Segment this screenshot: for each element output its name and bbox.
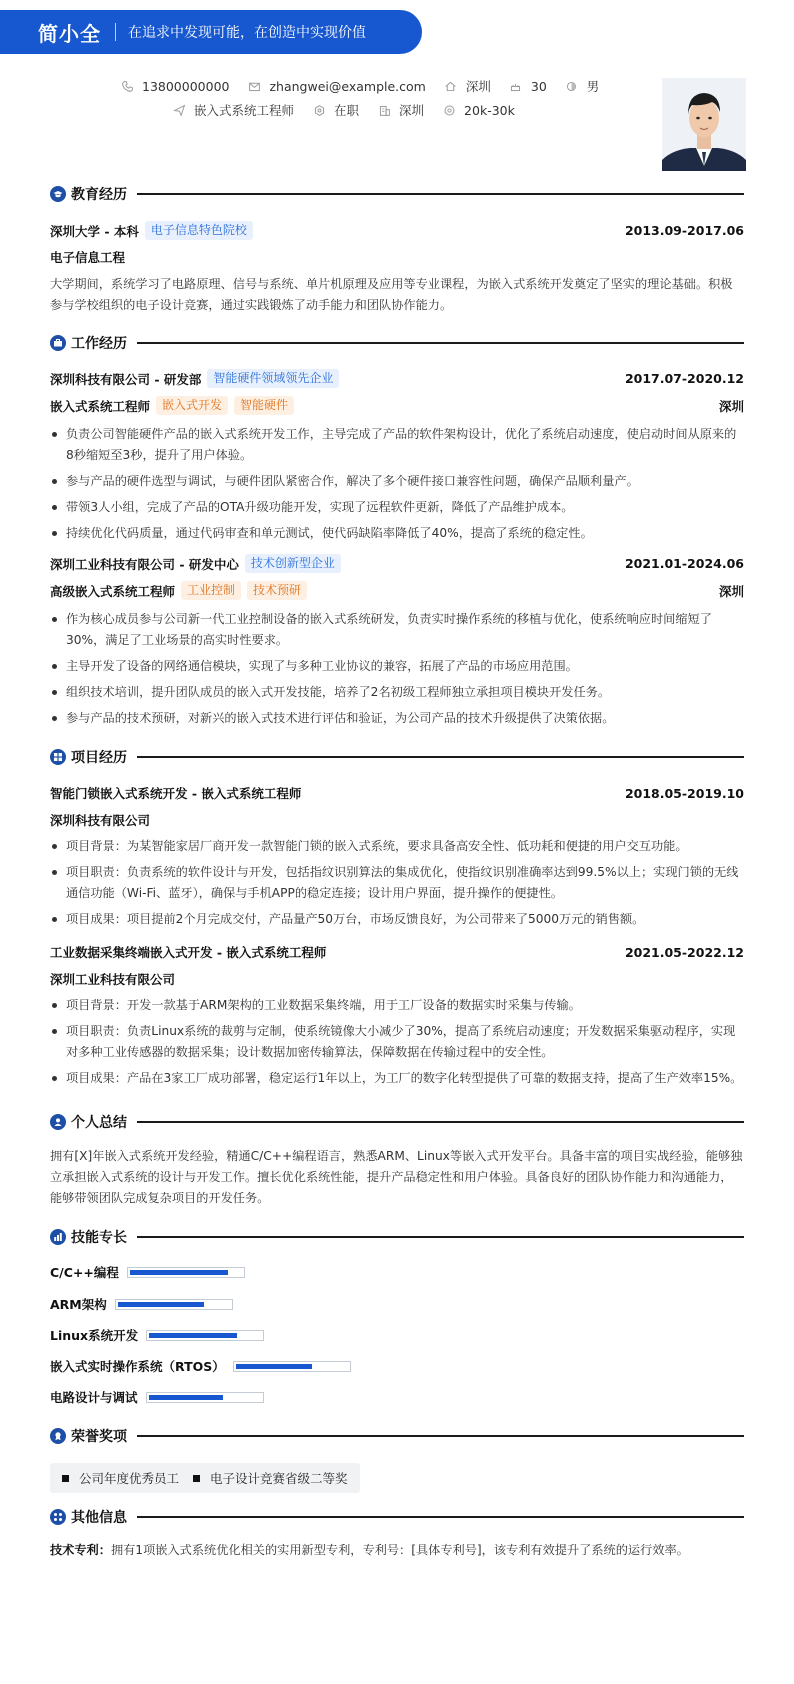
list-item: 主导开发了设备的网络通信模块，实现了与多种工业协议的兼容，拓展了产品的市场应用范围。 [50, 656, 744, 677]
section-divider [137, 756, 744, 758]
skill-name: ARM架构 [50, 1297, 107, 1312]
skill-item [50, 1263, 245, 1281]
list-item: 参与产品的技术预研，对新兴的嵌入式技术进行评估和验证，为公司产品的技术升级提供了决策依据。 [50, 708, 744, 729]
skill-name: 电路设计与调试 [50, 1390, 138, 1405]
age [509, 79, 547, 94]
school-tag: 电子信息特色院校 [145, 221, 253, 240]
education-row [50, 221, 744, 240]
summary-text: 拥有[X]年嵌入式系统开发经验，精通C/C++编程语言，熟悉ARM、Linux等嵌入式开发平台。具备丰富的项目实战经验，能够独立承担嵌入式系统的设计与开发工作。擅长优化系统性能，提升产品稳定性和用户体验。具备良好的团队协作能力和沟通能力，能够带领团队完成复杂项目的开发任务。 [50, 1149, 743, 1205]
user-icon [50, 1114, 66, 1130]
age-value: 30 [530, 78, 547, 94]
skills-section-header [50, 1227, 744, 1247]
project-company-row [50, 811, 744, 829]
role-tag: 嵌入式开发 [156, 396, 228, 415]
status-value: 在职 [334, 103, 360, 118]
grid-icon [50, 749, 66, 765]
salary [442, 103, 515, 118]
honor-item [181, 1463, 360, 1493]
building-icon [377, 103, 391, 117]
section-divider [137, 1516, 744, 1518]
project-company: 深圳工业科技有限公司 [50, 972, 176, 987]
summary-section-header [50, 1112, 744, 1132]
education-title: 教育经历 [71, 187, 127, 203]
skill-item [50, 1295, 233, 1313]
section-divider [137, 1121, 744, 1123]
project-title-row [50, 784, 744, 802]
skill-bar-fill [118, 1302, 204, 1307]
project-title-row [50, 943, 744, 961]
other-section-header [50, 1507, 744, 1527]
other-text: 拥有1项嵌入式系统优化相关的实用新型专利，专利号：[具体专利号]，该专利有效提升了系统的运行效率。 [110, 1543, 689, 1557]
projects-section-header [50, 747, 744, 767]
cake-icon [509, 79, 523, 93]
company-name: 深圳工业科技有限公司 - 研发中心 [50, 556, 239, 572]
list-item: 项目背景：开发一款基于ARM架构的工业数据采集终端，用于工厂设备的数据实时采集与传输。 [50, 995, 744, 1016]
work-city: 深圳 [718, 398, 744, 414]
project-title: 智能门锁嵌入式系统开发 - 嵌入式系统工程师 [50, 786, 302, 801]
project-bullets [50, 995, 744, 1094]
education-date: 2013.09-2017.06 [624, 223, 744, 238]
honor-text: 电子设计竞赛省级二等奖 [210, 1471, 348, 1486]
job-value: 嵌入式系统工程师 [194, 103, 295, 118]
school-name: 深圳大学 - 本科 [50, 223, 139, 239]
work-section-header [50, 333, 744, 353]
gender-value: 男 [586, 79, 600, 94]
work-city: 深圳 [718, 583, 744, 599]
work-date: 2017.07-2020.12 [624, 371, 744, 386]
work-company-row [50, 369, 744, 388]
project-company-row [50, 970, 744, 988]
info-icon [50, 1509, 66, 1525]
contact-row-1 [120, 77, 617, 95]
other-label: 技术专利： [50, 1543, 111, 1557]
coin-icon [442, 103, 456, 117]
contact-row-2 [172, 101, 533, 119]
section-divider [137, 193, 744, 195]
work-bullets [50, 424, 744, 549]
phone-icon [120, 79, 134, 93]
skill-bar [146, 1330, 264, 1341]
candidate-name: 简小全 [38, 21, 101, 46]
skill-bar [115, 1299, 233, 1310]
work-date: 2021.01-2024.06 [624, 556, 744, 571]
list-item: 项目背景：为某智能家居厂商开发一款智能门锁的嵌入式系统，要求具备高安全性、低功耗和便捷的用户交互功能。 [50, 836, 744, 857]
education-section-header [50, 184, 744, 204]
skill-bar-fill [149, 1395, 224, 1400]
motto: 在追求中发现可能，在创造中实现价值 [128, 25, 366, 41]
role-title: 嵌入式系统工程师 [50, 398, 151, 414]
phone [120, 79, 229, 94]
other-title: 其他信息 [71, 1510, 127, 1526]
education-description: 大学期间，系统学习了电路原理、信号与系统、单片机原理及应用等专业课程，为嵌入式系统开发奠定了坚实的理论基础。积极参与学校组织的电子设计竞赛，通过实践锻炼了动手能力和团队协作能力。 [50, 277, 733, 312]
phone-value: 13800000000 [142, 78, 230, 94]
project-title: 工业数据采集终端嵌入式开发 - 嵌入式系统工程师 [50, 945, 327, 960]
project-bullets [50, 836, 744, 935]
skill-name: Linux系统开发 [50, 1328, 139, 1343]
role-tag: 技术预研 [247, 581, 307, 600]
project-date: 2021.05-2022.12 [624, 944, 744, 960]
status-icon [312, 103, 326, 117]
location-value: 深圳 [465, 79, 491, 94]
gender-icon [565, 79, 579, 93]
section-divider [137, 1236, 744, 1238]
list-item: 作为核心成员参与公司新一代工业控制设备的嵌入式系统研发，负责实时操作系统的移植与优化，使系统响应时间缩短了30%，满足了工业场景的高实时性要求。 [50, 609, 744, 651]
location [444, 77, 491, 95]
briefcase-icon [50, 335, 66, 351]
list-item: 参与产品的硬件选型与调试，与硬件团队紧密合作，解决了多个硬件接口兼容性问题，确保产品顺利量产。 [50, 471, 744, 492]
major-row [50, 248, 744, 266]
send-icon [172, 103, 186, 117]
skills-title: 技能专长 [71, 1230, 127, 1246]
bullet-square-icon [62, 1475, 69, 1482]
work-role-row [50, 396, 744, 415]
skill-bar [233, 1361, 351, 1372]
project-company: 深圳科技有限公司 [50, 813, 151, 828]
major: 电子信息工程 [50, 250, 126, 265]
list-item: 负责公司智能硬件产品的嵌入式系统开发工作，主导完成了产品的软件架构设计，优化了系统启动速度，使启动时间从原来的8秒缩短至3秒，提升了用户体验。 [50, 424, 744, 466]
list-item: 组织技术培训，提升团队成员的嵌入式开发技能，培养了2名初级工程师独立承担项目模块开发任务。 [50, 682, 744, 703]
list-item: 带领3人小组，完成了产品的OTA升级功能开发，实现了远程软件更新，降低了产品维护成本。 [50, 497, 744, 518]
role-tag: 工业控制 [181, 581, 241, 600]
list-item: 持续优化代码质量，通过代码审查和单元测试，使代码缺陷率降低了40%，提高了系统的稳定性。 [50, 523, 744, 544]
role-tag: 智能硬件 [234, 396, 294, 415]
list-item: 项目职责：负责Linux系统的裁剪与定制，使系统镜像大小减少了30%，提高了系统启动速度；开发数据采集驱动程序，实现对多种工业传感器的数据采集；设计数据加密传输算法，保障数据在传输过程中的安全性。 [50, 1021, 744, 1063]
role-title: 高级嵌入式系统工程师 [50, 583, 176, 599]
email [247, 79, 425, 94]
award-icon [50, 1428, 66, 1444]
company-tag: 技术创新型企业 [245, 554, 341, 573]
skill-bar [146, 1392, 264, 1403]
section-divider [137, 342, 744, 344]
work-bullets [50, 609, 744, 734]
project-date: 2018.05-2019.10 [624, 785, 744, 801]
bar-chart-icon [50, 1229, 66, 1245]
skill-name: C/C++编程 [50, 1265, 119, 1280]
work-role-row [50, 581, 744, 600]
bullet-square-icon [193, 1475, 200, 1482]
status [312, 101, 359, 119]
home-icon [444, 79, 458, 93]
mail-icon [247, 79, 261, 93]
skill-bar [127, 1267, 245, 1278]
skill-bar-fill [130, 1270, 228, 1275]
skill-name: 嵌入式实时操作系统（RTOS） [50, 1359, 225, 1374]
banner-divider [115, 23, 116, 41]
honors-section-header [50, 1426, 744, 1446]
section-divider [137, 1435, 744, 1437]
gender [565, 77, 600, 95]
name-banner [0, 10, 422, 54]
profile-photo [662, 78, 746, 171]
company-name: 深圳科技有限公司 - 研发部 [50, 371, 202, 387]
skill-bar-fill [149, 1333, 237, 1338]
skill-item [50, 1326, 264, 1344]
graduation-cap-icon [50, 186, 66, 202]
job [172, 101, 294, 119]
list-item: 项目成果：项目提前2个月完成交付，产品量产50万台，市场反馈良好，为公司带来了5000万元的销售额。 [50, 909, 744, 930]
list-item: 项目职责：负责系统的软件设计与开发，包括指纹识别算法的集成优化，使指纹识别准确率达到99.5%以上；实现门锁的无线通信功能（Wi-Fi、蓝牙），确保与手机APP的稳定连接；设计用户界面，提升操作的便捷性。 [50, 862, 744, 904]
other-info [50, 1540, 744, 1561]
honor-item [50, 1463, 191, 1493]
skill-bar-fill [236, 1364, 312, 1369]
target-city [377, 101, 424, 119]
email-value: zhangwei@example.com [269, 78, 426, 94]
summary-title: 个人总结 [71, 1115, 127, 1131]
work-title: 工作经历 [71, 336, 127, 352]
skill-item [50, 1388, 264, 1406]
salary-value: 20k-30k [464, 102, 515, 118]
work-company-row [50, 554, 744, 573]
skill-item [50, 1357, 351, 1375]
company-tag: 智能硬件领域领先企业 [207, 369, 339, 388]
target-city-value: 深圳 [399, 103, 425, 118]
projects-title: 项目经历 [71, 750, 127, 766]
list-item: 项目成果：产品在3家工厂成功部署，稳定运行1年以上，为工厂的数字化转型提供了可靠的数据支持，提高了生产效率15%。 [50, 1068, 744, 1089]
honor-text: 公司年度优秀员工 [79, 1471, 180, 1486]
honors-title: 荣誉奖项 [71, 1429, 127, 1445]
